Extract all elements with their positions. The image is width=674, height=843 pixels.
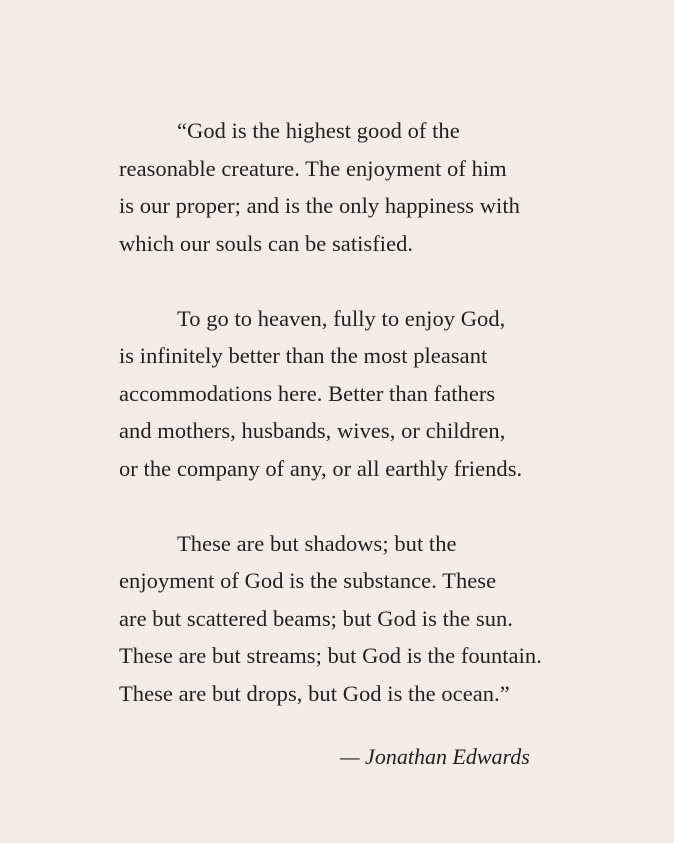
quote-body [119, 112, 639, 750]
quote-attribution: — Jonathan Edwards [340, 744, 530, 769]
quote-line: accommodations here. Better than fathers [119, 380, 496, 406]
quote-paragraph-2 [119, 300, 639, 488]
quote-line: These are but streams; but God is the fountain. [119, 643, 542, 668]
quote-line: To go to heaven, fully to enjoy God, [177, 305, 506, 331]
quote-line: or the company of any, or all earthly friends. [119, 455, 523, 481]
quote-line: which our souls can be satisfied. [119, 230, 414, 256]
quote-line: and mothers, husbands, wives, or children, [119, 418, 506, 443]
quote-line: is infinitely better than the most pleasant [119, 343, 488, 368]
quote-line: These are but drops, but God is the ocean.” [119, 680, 510, 706]
quote-line: is our proper; and is the only happiness with [119, 193, 520, 218]
quote-line: are but scattered beams; but God is the sun. [119, 605, 513, 631]
quote-paragraph-1 [119, 112, 639, 262]
quote-line: enjoyment of God is the substance. These [119, 568, 497, 593]
quote-line: These are but shadows; but the [177, 530, 457, 556]
quote-line: reasonable creature. The enjoyment of him [119, 155, 507, 181]
quote-paragraph-3 [119, 525, 639, 713]
quote-line: “God is the highest good of the [177, 118, 460, 143]
